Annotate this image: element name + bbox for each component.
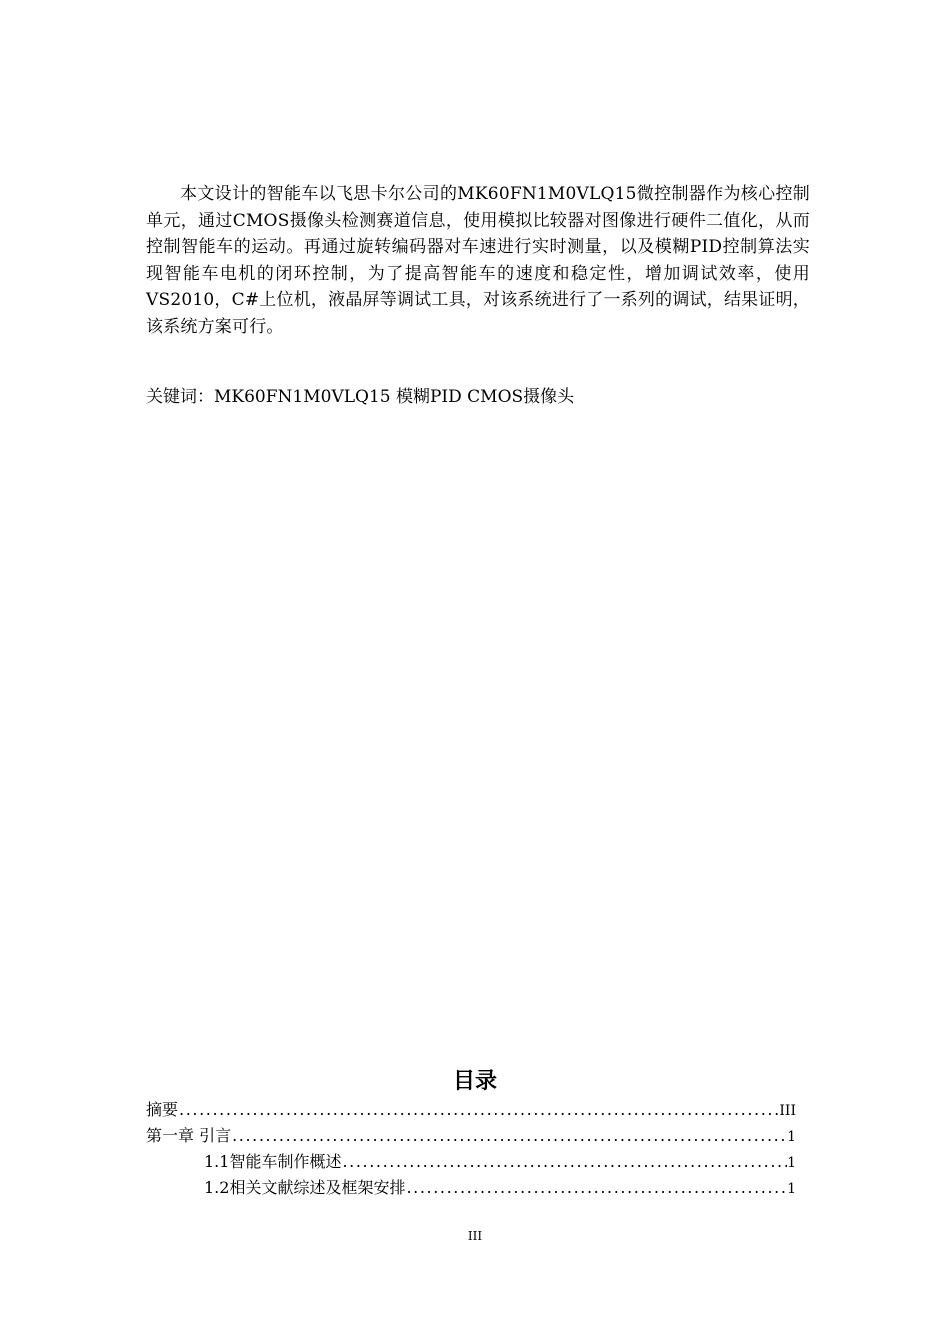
toc-entry-page: 1 bbox=[787, 1129, 796, 1145]
toc-title: 目录 bbox=[452, 1069, 497, 1094]
toc-leader-dots bbox=[231, 1123, 787, 1149]
toc-entry-page: 1 bbox=[787, 1155, 796, 1171]
toc-entry-page: 1 bbox=[787, 1181, 796, 1197]
toc-entry-label: 摘要 bbox=[146, 1100, 179, 1119]
toc-entry-section-1-1[interactable] bbox=[146, 1149, 796, 1175]
toc-entry-label: 1.1智能车制作概述 bbox=[204, 1152, 342, 1171]
toc-leader-dots bbox=[178, 1097, 779, 1123]
keywords-line: 关键词：MK60FN1M0VLQ15 模糊PID CMOS摄像头 bbox=[146, 387, 575, 407]
toc-leader-dots bbox=[341, 1149, 787, 1175]
abstract-paragraph: 本文设计的智能车以飞思卡尔公司的MK60FN1M0VLQ15微控制器作为核心控制单元，通过CMOS摄像头检测赛道信息，使用模拟比较器对图像进行硬件二值化，从而控制智能车的运动。再通过旋转编码器对车速进行实时测量，以及模糊PID控制算法实现智能车电机的闭环控制，为了提高智能车的速度和稳定性，增加调试效率，使用VS2010，C#上位机，液晶屏等调试工具，对该系统进行了一系列的调试，结果证明，该系统方案可行。 bbox=[146, 184, 810, 337]
table-of-contents bbox=[146, 1097, 796, 1201]
toc-entry-chapter-1[interactable] bbox=[146, 1123, 796, 1149]
page-number: III bbox=[467, 1229, 483, 1243]
toc-entry-label: 1.2相关文献综述及框架安排 bbox=[204, 1178, 406, 1197]
toc-leader-dots bbox=[405, 1175, 787, 1201]
toc-entry-page: III bbox=[779, 1103, 796, 1119]
toc-entry-section-1-2[interactable] bbox=[146, 1175, 796, 1201]
toc-entry-label: 第一章 引言 bbox=[146, 1126, 232, 1145]
toc-entry-abstract[interactable] bbox=[146, 1097, 796, 1123]
